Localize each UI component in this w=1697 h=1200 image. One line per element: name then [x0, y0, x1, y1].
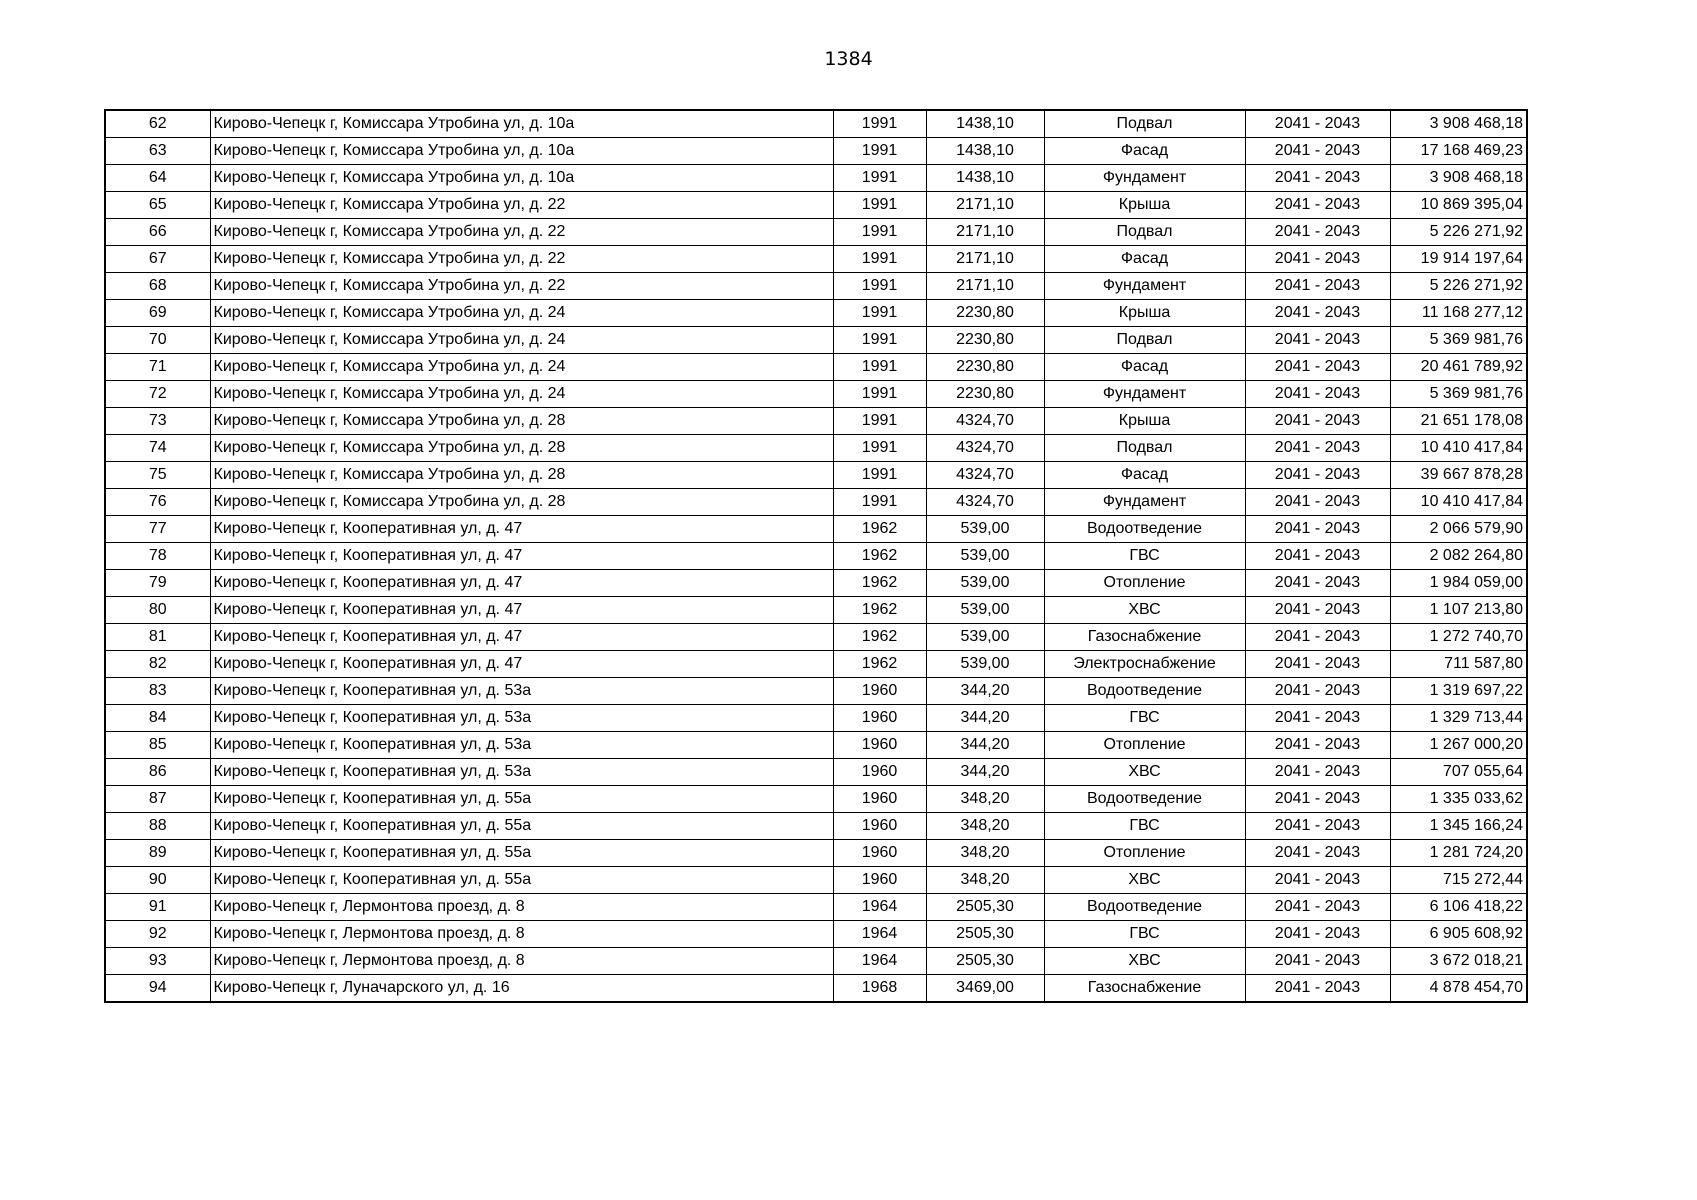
- address-cell: Кирово-Чепецк г, Комиссара Утробина ул, д. 28: [210, 489, 833, 516]
- table-row: [105, 732, 1527, 759]
- row-number-cell: 73: [105, 408, 210, 435]
- row-number-cell: 82: [105, 651, 210, 678]
- area-cell: 2230,80: [926, 327, 1044, 354]
- period-cell: 2041 - 2043: [1245, 840, 1390, 867]
- table-row: [105, 894, 1527, 921]
- cost-cell: 17 168 469,23: [1390, 138, 1527, 165]
- address-cell: Кирово-Чепецк г, Лермонтова проезд, д. 8: [210, 921, 833, 948]
- period-cell: 2041 - 2043: [1245, 462, 1390, 489]
- table-row: [105, 948, 1527, 975]
- row-number-cell: 84: [105, 705, 210, 732]
- address-cell: Кирово-Чепецк г, Кооперативная ул, д. 47: [210, 597, 833, 624]
- row-number-cell: 94: [105, 975, 210, 1003]
- work-type-cell: Подвал: [1044, 435, 1245, 462]
- cost-cell: 5 369 981,76: [1390, 327, 1527, 354]
- period-cell: 2041 - 2043: [1245, 408, 1390, 435]
- period-cell: 2041 - 2043: [1245, 273, 1390, 300]
- address-cell: Кирово-Чепецк г, Комиссара Утробина ул, д. 24: [210, 354, 833, 381]
- address-cell: Кирово-Чепецк г, Комиссара Утробина ул, д. 22: [210, 246, 833, 273]
- year-built-cell: 1960: [833, 759, 926, 786]
- cost-cell: 3 908 468,18: [1390, 110, 1527, 138]
- table-row: [105, 921, 1527, 948]
- table-row: [105, 813, 1527, 840]
- cost-cell: 4 878 454,70: [1390, 975, 1527, 1003]
- row-number-cell: 64: [105, 165, 210, 192]
- address-cell: Кирово-Чепецк г, Комиссара Утробина ул, д. 10а: [210, 165, 833, 192]
- area-cell: 348,20: [926, 840, 1044, 867]
- table-row: [105, 705, 1527, 732]
- table-row: [105, 597, 1527, 624]
- area-cell: 2171,10: [926, 246, 1044, 273]
- year-built-cell: 1964: [833, 948, 926, 975]
- period-cell: 2041 - 2043: [1245, 543, 1390, 570]
- work-type-cell: Фасад: [1044, 246, 1245, 273]
- table-row: [105, 840, 1527, 867]
- year-built-cell: 1960: [833, 786, 926, 813]
- area-cell: 1438,10: [926, 138, 1044, 165]
- year-built-cell: 1962: [833, 543, 926, 570]
- row-number-cell: 77: [105, 516, 210, 543]
- table-row: [105, 651, 1527, 678]
- work-type-cell: Отопление: [1044, 570, 1245, 597]
- work-type-cell: Водоотведение: [1044, 516, 1245, 543]
- period-cell: 2041 - 2043: [1245, 516, 1390, 543]
- area-cell: 2505,30: [926, 948, 1044, 975]
- area-cell: 539,00: [926, 570, 1044, 597]
- cost-cell: 1 281 724,20: [1390, 840, 1527, 867]
- table-row: [105, 975, 1527, 1003]
- address-cell: Кирово-Чепецк г, Кооперативная ул, д. 55а: [210, 813, 833, 840]
- area-cell: 4324,70: [926, 408, 1044, 435]
- work-type-cell: ГВС: [1044, 921, 1245, 948]
- row-number-cell: 68: [105, 273, 210, 300]
- year-built-cell: 1960: [833, 840, 926, 867]
- cost-cell: 711 587,80: [1390, 651, 1527, 678]
- year-built-cell: 1960: [833, 705, 926, 732]
- period-cell: 2041 - 2043: [1245, 219, 1390, 246]
- year-built-cell: 1991: [833, 408, 926, 435]
- area-cell: 344,20: [926, 705, 1044, 732]
- address-cell: Кирово-Чепецк г, Комиссара Утробина ул, д. 24: [210, 381, 833, 408]
- table-row: [105, 354, 1527, 381]
- period-cell: 2041 - 2043: [1245, 948, 1390, 975]
- area-cell: 539,00: [926, 516, 1044, 543]
- work-type-cell: Водоотведение: [1044, 786, 1245, 813]
- year-built-cell: 1991: [833, 489, 926, 516]
- period-cell: 2041 - 2043: [1245, 786, 1390, 813]
- table-row: [105, 408, 1527, 435]
- table-row: [105, 624, 1527, 651]
- year-built-cell: 1991: [833, 165, 926, 192]
- year-built-cell: 1968: [833, 975, 926, 1003]
- cost-cell: 10 410 417,84: [1390, 435, 1527, 462]
- work-type-cell: Электроснабжение: [1044, 651, 1245, 678]
- row-number-cell: 72: [105, 381, 210, 408]
- year-built-cell: 1991: [833, 219, 926, 246]
- address-cell: Кирово-Чепецк г, Кооперативная ул, д. 53а: [210, 759, 833, 786]
- period-cell: 2041 - 2043: [1245, 921, 1390, 948]
- work-type-cell: ГВС: [1044, 705, 1245, 732]
- address-cell: Кирово-Чепецк г, Комиссара Утробина ул, д. 28: [210, 462, 833, 489]
- cost-cell: 3 908 468,18: [1390, 165, 1527, 192]
- work-type-cell: Подвал: [1044, 110, 1245, 138]
- year-built-cell: 1960: [833, 867, 926, 894]
- period-cell: 2041 - 2043: [1245, 597, 1390, 624]
- period-cell: 2041 - 2043: [1245, 381, 1390, 408]
- area-cell: 2171,10: [926, 192, 1044, 219]
- table-row: [105, 192, 1527, 219]
- table-row: [105, 489, 1527, 516]
- page-number: 1384: [824, 48, 873, 70]
- work-type-cell: Фундамент: [1044, 489, 1245, 516]
- period-cell: 2041 - 2043: [1245, 246, 1390, 273]
- table-row: [105, 570, 1527, 597]
- table-body: [105, 110, 1527, 1002]
- row-number-cell: 88: [105, 813, 210, 840]
- row-number-cell: 76: [105, 489, 210, 516]
- year-built-cell: 1962: [833, 651, 926, 678]
- work-type-cell: Подвал: [1044, 219, 1245, 246]
- area-cell: 348,20: [926, 867, 1044, 894]
- area-cell: 348,20: [926, 786, 1044, 813]
- address-cell: Кирово-Чепецк г, Кооперативная ул, д. 47: [210, 516, 833, 543]
- area-cell: 1438,10: [926, 110, 1044, 138]
- address-cell: Кирово-Чепецк г, Кооперативная ул, д. 47: [210, 651, 833, 678]
- table-row: [105, 867, 1527, 894]
- cost-cell: 1 335 033,62: [1390, 786, 1527, 813]
- area-cell: 539,00: [926, 624, 1044, 651]
- area-cell: 1438,10: [926, 165, 1044, 192]
- work-type-cell: ХВС: [1044, 759, 1245, 786]
- period-cell: 2041 - 2043: [1245, 705, 1390, 732]
- period-cell: 2041 - 2043: [1245, 435, 1390, 462]
- period-cell: 2041 - 2043: [1245, 867, 1390, 894]
- row-number-cell: 93: [105, 948, 210, 975]
- row-number-cell: 86: [105, 759, 210, 786]
- area-cell: 3469,00: [926, 975, 1044, 1003]
- cost-cell: 6 106 418,22: [1390, 894, 1527, 921]
- address-cell: Кирово-Чепецк г, Комиссара Утробина ул, д. 22: [210, 273, 833, 300]
- area-cell: 2171,10: [926, 219, 1044, 246]
- area-cell: 2230,80: [926, 381, 1044, 408]
- table-row: [105, 219, 1527, 246]
- cost-cell: 39 667 878,28: [1390, 462, 1527, 489]
- cost-cell: 1 319 697,22: [1390, 678, 1527, 705]
- year-built-cell: 1991: [833, 354, 926, 381]
- area-cell: 4324,70: [926, 435, 1044, 462]
- cost-cell: 715 272,44: [1390, 867, 1527, 894]
- cost-cell: 2 082 264,80: [1390, 543, 1527, 570]
- period-cell: 2041 - 2043: [1245, 975, 1390, 1003]
- year-built-cell: 1991: [833, 300, 926, 327]
- address-cell: Кирово-Чепецк г, Кооперативная ул, д. 53а: [210, 678, 833, 705]
- cost-cell: 11 168 277,12: [1390, 300, 1527, 327]
- address-cell: Кирово-Чепецк г, Кооперативная ул, д. 55а: [210, 867, 833, 894]
- address-cell: Кирово-Чепецк г, Комиссара Утробина ул, д. 10а: [210, 138, 833, 165]
- period-cell: 2041 - 2043: [1245, 110, 1390, 138]
- row-number-cell: 87: [105, 786, 210, 813]
- cost-cell: 5 226 271,92: [1390, 273, 1527, 300]
- cost-cell: 6 905 608,92: [1390, 921, 1527, 948]
- row-number-cell: 90: [105, 867, 210, 894]
- address-cell: Кирово-Чепецк г, Комиссара Утробина ул, д. 28: [210, 408, 833, 435]
- year-built-cell: 1991: [833, 435, 926, 462]
- cost-cell: 2 066 579,90: [1390, 516, 1527, 543]
- cost-cell: 10 869 395,04: [1390, 192, 1527, 219]
- cost-cell: 1 984 059,00: [1390, 570, 1527, 597]
- period-cell: 2041 - 2043: [1245, 651, 1390, 678]
- row-number-cell: 83: [105, 678, 210, 705]
- address-cell: Кирово-Чепецк г, Кооперативная ул, д. 55а: [210, 840, 833, 867]
- table-row: [105, 543, 1527, 570]
- period-cell: 2041 - 2043: [1245, 732, 1390, 759]
- row-number-cell: 67: [105, 246, 210, 273]
- work-type-cell: Подвал: [1044, 327, 1245, 354]
- work-type-cell: ХВС: [1044, 948, 1245, 975]
- year-built-cell: 1962: [833, 597, 926, 624]
- cost-cell: 1 267 000,20: [1390, 732, 1527, 759]
- address-cell: Кирово-Чепецк г, Кооперативная ул, д. 47: [210, 543, 833, 570]
- year-built-cell: 1991: [833, 327, 926, 354]
- row-number-cell: 91: [105, 894, 210, 921]
- address-cell: Кирово-Чепецк г, Кооперативная ул, д. 55а: [210, 786, 833, 813]
- year-built-cell: 1964: [833, 921, 926, 948]
- table-row: [105, 138, 1527, 165]
- work-type-cell: Отопление: [1044, 732, 1245, 759]
- period-cell: 2041 - 2043: [1245, 570, 1390, 597]
- row-number-cell: 80: [105, 597, 210, 624]
- area-cell: 539,00: [926, 543, 1044, 570]
- work-type-cell: ГВС: [1044, 813, 1245, 840]
- table-row: [105, 759, 1527, 786]
- address-cell: Кирово-Чепецк г, Кооперативная ул, д. 47: [210, 624, 833, 651]
- row-number-cell: 65: [105, 192, 210, 219]
- year-built-cell: 1991: [833, 462, 926, 489]
- period-cell: 2041 - 2043: [1245, 894, 1390, 921]
- area-cell: 344,20: [926, 759, 1044, 786]
- work-type-cell: ГВС: [1044, 543, 1245, 570]
- work-type-cell: Фундамент: [1044, 381, 1245, 408]
- repair-schedule-table: [104, 109, 1528, 1003]
- work-type-cell: Водоотведение: [1044, 894, 1245, 921]
- row-number-cell: 62: [105, 110, 210, 138]
- address-cell: Кирово-Чепецк г, Комиссара Утробина ул, д. 28: [210, 435, 833, 462]
- year-built-cell: 1964: [833, 894, 926, 921]
- address-cell: Кирово-Чепецк г, Комиссара Утробина ул, д. 22: [210, 219, 833, 246]
- period-cell: 2041 - 2043: [1245, 300, 1390, 327]
- work-type-cell: ХВС: [1044, 867, 1245, 894]
- cost-cell: 10 410 417,84: [1390, 489, 1527, 516]
- period-cell: 2041 - 2043: [1245, 165, 1390, 192]
- address-cell: Кирово-Чепецк г, Комиссара Утробина ул, д. 10а: [210, 110, 833, 138]
- row-number-cell: 75: [105, 462, 210, 489]
- work-type-cell: Фундамент: [1044, 165, 1245, 192]
- work-type-cell: Крыша: [1044, 192, 1245, 219]
- year-built-cell: 1991: [833, 138, 926, 165]
- address-cell: Кирово-Чепецк г, Комиссара Утробина ул, д. 24: [210, 327, 833, 354]
- year-built-cell: 1962: [833, 624, 926, 651]
- table-row: [105, 786, 1527, 813]
- work-type-cell: Фундамент: [1044, 273, 1245, 300]
- row-number-cell: 71: [105, 354, 210, 381]
- area-cell: 2230,80: [926, 300, 1044, 327]
- row-number-cell: 74: [105, 435, 210, 462]
- period-cell: 2041 - 2043: [1245, 678, 1390, 705]
- year-built-cell: 1962: [833, 570, 926, 597]
- cost-cell: 21 651 178,08: [1390, 408, 1527, 435]
- work-type-cell: Фасад: [1044, 354, 1245, 381]
- row-number-cell: 69: [105, 300, 210, 327]
- work-type-cell: Отопление: [1044, 840, 1245, 867]
- period-cell: 2041 - 2043: [1245, 138, 1390, 165]
- address-cell: Кирово-Чепецк г, Кооперативная ул, д. 47: [210, 570, 833, 597]
- table-row: [105, 165, 1527, 192]
- area-cell: 2230,80: [926, 354, 1044, 381]
- area-cell: 4324,70: [926, 462, 1044, 489]
- table-row: [105, 381, 1527, 408]
- cost-cell: 707 055,64: [1390, 759, 1527, 786]
- cost-cell: 5 226 271,92: [1390, 219, 1527, 246]
- year-built-cell: 1960: [833, 678, 926, 705]
- year-built-cell: 1962: [833, 516, 926, 543]
- cost-cell: 1 272 740,70: [1390, 624, 1527, 651]
- work-type-cell: Водоотведение: [1044, 678, 1245, 705]
- cost-cell: 3 672 018,21: [1390, 948, 1527, 975]
- year-built-cell: 1991: [833, 110, 926, 138]
- table-row: [105, 327, 1527, 354]
- area-cell: 2505,30: [926, 894, 1044, 921]
- address-cell: Кирово-Чепецк г, Комиссара Утробина ул, д. 24: [210, 300, 833, 327]
- cost-cell: 1 345 166,24: [1390, 813, 1527, 840]
- cost-cell: 5 369 981,76: [1390, 381, 1527, 408]
- row-number-cell: 85: [105, 732, 210, 759]
- row-number-cell: 66: [105, 219, 210, 246]
- work-type-cell: Фасад: [1044, 138, 1245, 165]
- period-cell: 2041 - 2043: [1245, 327, 1390, 354]
- area-cell: 539,00: [926, 597, 1044, 624]
- cost-cell: 1 329 713,44: [1390, 705, 1527, 732]
- work-type-cell: Фасад: [1044, 462, 1245, 489]
- row-number-cell: 63: [105, 138, 210, 165]
- cost-cell: 19 914 197,64: [1390, 246, 1527, 273]
- address-cell: Кирово-Чепецк г, Луначарского ул, д. 16: [210, 975, 833, 1003]
- table-row: [105, 516, 1527, 543]
- address-cell: Кирово-Чепецк г, Кооперативная ул, д. 53а: [210, 732, 833, 759]
- work-type-cell: Газоснабжение: [1044, 624, 1245, 651]
- row-number-cell: 89: [105, 840, 210, 867]
- row-number-cell: 92: [105, 921, 210, 948]
- period-cell: 2041 - 2043: [1245, 354, 1390, 381]
- cost-cell: 1 107 213,80: [1390, 597, 1527, 624]
- area-cell: 344,20: [926, 732, 1044, 759]
- row-number-cell: 81: [105, 624, 210, 651]
- period-cell: 2041 - 2043: [1245, 192, 1390, 219]
- year-built-cell: 1960: [833, 732, 926, 759]
- address-cell: Кирово-Чепецк г, Лермонтова проезд, д. 8: [210, 894, 833, 921]
- year-built-cell: 1991: [833, 192, 926, 219]
- row-number-cell: 78: [105, 543, 210, 570]
- period-cell: 2041 - 2043: [1245, 813, 1390, 840]
- period-cell: 2041 - 2043: [1245, 489, 1390, 516]
- period-cell: 2041 - 2043: [1245, 759, 1390, 786]
- year-built-cell: 1960: [833, 813, 926, 840]
- address-cell: Кирово-Чепецк г, Лермонтова проезд, д. 8: [210, 948, 833, 975]
- area-cell: 2505,30: [926, 921, 1044, 948]
- work-type-cell: ХВС: [1044, 597, 1245, 624]
- year-built-cell: 1991: [833, 246, 926, 273]
- work-type-cell: Газоснабжение: [1044, 975, 1245, 1003]
- area-cell: 2171,10: [926, 273, 1044, 300]
- work-type-cell: Крыша: [1044, 300, 1245, 327]
- year-built-cell: 1991: [833, 381, 926, 408]
- period-cell: 2041 - 2043: [1245, 624, 1390, 651]
- year-built-cell: 1991: [833, 273, 926, 300]
- area-cell: 4324,70: [926, 489, 1044, 516]
- table-row: [105, 273, 1527, 300]
- work-type-cell: Крыша: [1044, 408, 1245, 435]
- area-cell: 539,00: [926, 651, 1044, 678]
- cost-cell: 20 461 789,92: [1390, 354, 1527, 381]
- address-cell: Кирово-Чепецк г, Комиссара Утробина ул, д. 22: [210, 192, 833, 219]
- table-row: [105, 678, 1527, 705]
- table-row: [105, 110, 1527, 138]
- row-number-cell: 79: [105, 570, 210, 597]
- address-cell: Кирово-Чепецк г, Кооперативная ул, д. 53а: [210, 705, 833, 732]
- area-cell: 348,20: [926, 813, 1044, 840]
- table-row: [105, 435, 1527, 462]
- table-row: [105, 300, 1527, 327]
- table-row: [105, 246, 1527, 273]
- table-row: [105, 462, 1527, 489]
- row-number-cell: 70: [105, 327, 210, 354]
- area-cell: 344,20: [926, 678, 1044, 705]
